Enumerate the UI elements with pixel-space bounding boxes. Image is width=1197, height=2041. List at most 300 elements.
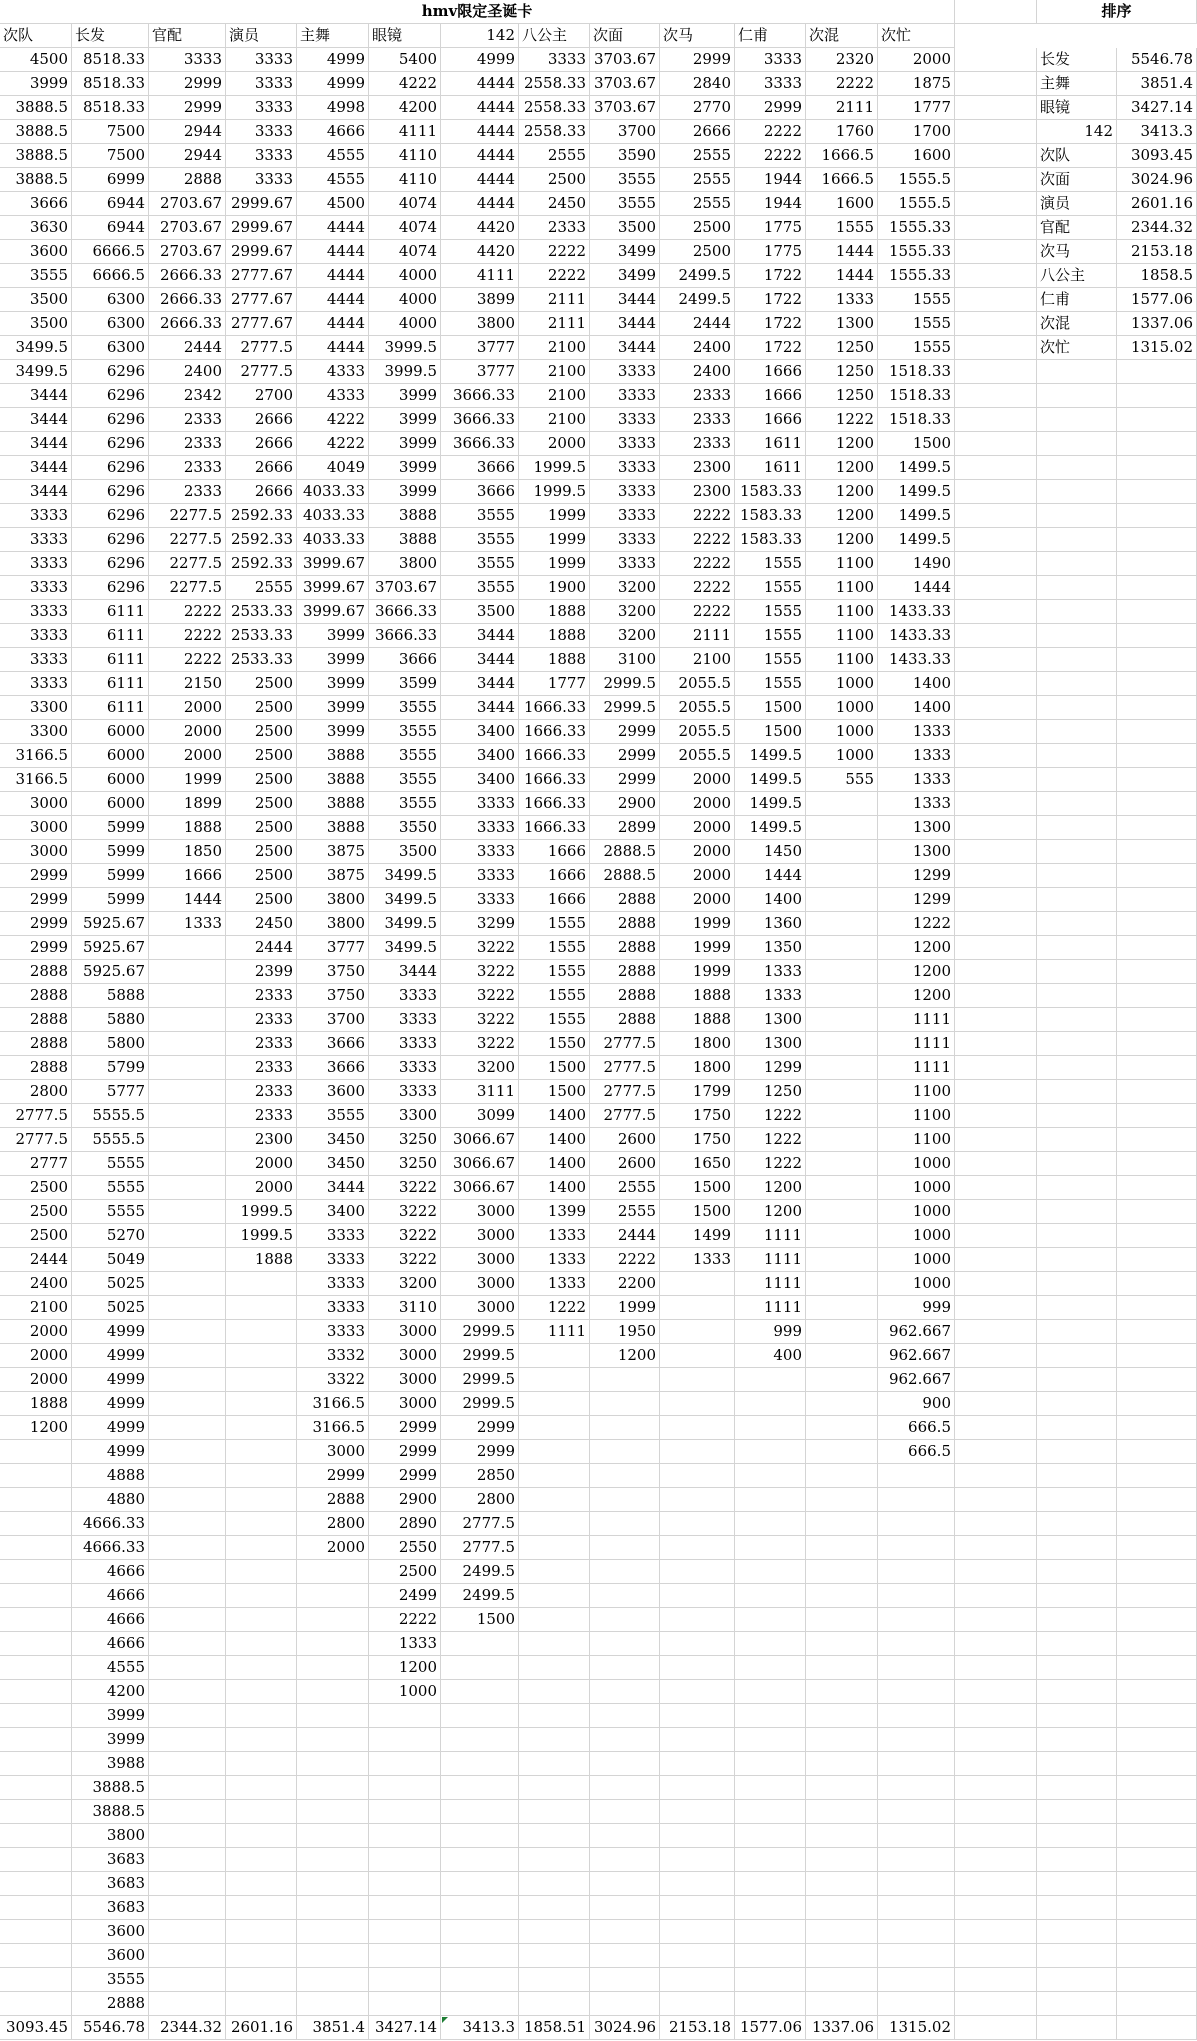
empty-cell[interactable] <box>149 1344 226 1368</box>
data-cell[interactable]: 2777.5 <box>590 1056 660 1080</box>
data-cell[interactable]: 2999 <box>590 720 660 744</box>
empty-cell[interactable] <box>806 816 878 840</box>
data-cell[interactable]: 2000 <box>0 1320 72 1344</box>
empty-cell[interactable] <box>519 1464 590 1488</box>
empty-cell[interactable] <box>226 1368 297 1392</box>
empty-cell[interactable] <box>441 1656 519 1680</box>
empty-cell[interactable] <box>297 1848 369 1872</box>
data-cell[interactable]: 6296 <box>72 360 149 384</box>
data-cell[interactable]: 1600 <box>806 192 878 216</box>
data-cell[interactable]: 2999.5 <box>590 672 660 696</box>
data-cell[interactable]: 4074 <box>369 192 441 216</box>
data-cell[interactable]: 3888.5 <box>0 96 72 120</box>
data-cell[interactable]: 2333 <box>149 432 226 456</box>
data-cell[interactable]: 3666.33 <box>369 600 441 624</box>
empty-cell[interactable] <box>149 1248 226 1272</box>
data-cell[interactable]: 999 <box>735 1320 806 1344</box>
data-cell[interactable]: 3666.33 <box>441 384 519 408</box>
empty-cell[interactable] <box>1037 504 1117 528</box>
data-cell[interactable]: 1333 <box>735 984 806 1008</box>
data-cell[interactable]: 3222 <box>441 960 519 984</box>
data-cell[interactable]: 1000 <box>878 1200 955 1224</box>
data-cell[interactable]: 3444 <box>441 624 519 648</box>
average-cell[interactable]: 1577.06 <box>735 2016 806 2040</box>
empty-cell[interactable] <box>1037 1944 1117 1968</box>
empty-cell[interactable] <box>1037 1440 1117 1464</box>
data-cell[interactable]: 5999 <box>72 864 149 888</box>
empty-cell[interactable] <box>955 336 1037 360</box>
data-cell[interactable]: 3888 <box>369 528 441 552</box>
empty-cell[interactable] <box>735 1776 806 1800</box>
empty-cell[interactable] <box>297 1776 369 1800</box>
data-cell[interactable]: 3333 <box>226 120 297 144</box>
data-cell[interactable]: 2800 <box>441 1488 519 1512</box>
empty-cell[interactable] <box>226 1728 297 1752</box>
empty-cell[interactable] <box>1037 384 1117 408</box>
empty-cell[interactable] <box>519 1872 590 1896</box>
empty-cell[interactable] <box>735 1560 806 1584</box>
data-cell[interactable]: 2150 <box>149 672 226 696</box>
empty-cell[interactable] <box>878 1632 955 1656</box>
empty-cell[interactable] <box>519 1536 590 1560</box>
data-cell[interactable]: 1433.33 <box>878 624 955 648</box>
empty-cell[interactable] <box>1117 1992 1197 2016</box>
data-cell[interactable]: 2777.67 <box>226 312 297 336</box>
data-cell[interactable]: 1000 <box>878 1248 955 1272</box>
data-cell[interactable]: 4444 <box>297 312 369 336</box>
data-cell[interactable]: 2400 <box>660 336 735 360</box>
data-cell[interactable]: 4222 <box>297 408 369 432</box>
empty-cell[interactable] <box>1037 1512 1117 1536</box>
data-cell[interactable]: 1100 <box>878 1080 955 1104</box>
data-cell[interactable]: 3999 <box>0 72 72 96</box>
empty-cell[interactable] <box>441 1968 519 1992</box>
data-cell[interactable]: 1650 <box>660 1152 735 1176</box>
data-cell[interactable]: 3750 <box>297 960 369 984</box>
empty-cell[interactable] <box>735 1848 806 1872</box>
empty-cell[interactable] <box>1117 1944 1197 1968</box>
empty-cell[interactable] <box>1037 1416 1117 1440</box>
data-cell[interactable]: 3555 <box>369 792 441 816</box>
empty-cell[interactable] <box>806 1608 878 1632</box>
empty-cell[interactable] <box>806 1968 878 1992</box>
data-cell[interactable]: 4555 <box>72 1656 149 1680</box>
empty-cell[interactable] <box>806 1416 878 1440</box>
data-cell[interactable]: 2333 <box>149 456 226 480</box>
empty-cell[interactable] <box>955 384 1037 408</box>
empty-cell[interactable] <box>226 1680 297 1704</box>
data-cell[interactable]: 1433.33 <box>878 648 955 672</box>
data-cell[interactable]: 2999 <box>0 912 72 936</box>
data-cell[interactable]: 3499.5 <box>0 360 72 384</box>
empty-cell[interactable] <box>660 1344 735 1368</box>
empty-cell[interactable] <box>297 1728 369 1752</box>
data-cell[interactable]: 2100 <box>0 1296 72 1320</box>
empty-cell[interactable] <box>955 1416 1037 1440</box>
empty-cell[interactable] <box>590 1944 660 1968</box>
empty-cell[interactable] <box>955 1320 1037 1344</box>
empty-cell[interactable] <box>878 1512 955 1536</box>
empty-cell[interactable] <box>1117 1008 1197 1032</box>
empty-cell[interactable] <box>806 912 878 936</box>
data-cell[interactable]: 3875 <box>297 864 369 888</box>
data-cell[interactable]: 2500 <box>660 216 735 240</box>
empty-cell[interactable] <box>955 744 1037 768</box>
data-cell[interactable]: 2333 <box>226 984 297 1008</box>
data-cell[interactable]: 3555 <box>369 744 441 768</box>
empty-cell[interactable] <box>1037 1896 1117 1920</box>
empty-cell[interactable] <box>660 1896 735 1920</box>
data-cell[interactable]: 2555 <box>660 168 735 192</box>
data-cell[interactable]: 1333 <box>519 1248 590 1272</box>
data-cell[interactable]: 962.667 <box>878 1368 955 1392</box>
data-cell[interactable]: 2222 <box>149 624 226 648</box>
data-cell[interactable]: 3666 <box>441 480 519 504</box>
data-cell[interactable]: 2888 <box>0 1008 72 1032</box>
data-cell[interactable]: 1888 <box>0 1392 72 1416</box>
data-cell[interactable]: 5025 <box>72 1272 149 1296</box>
data-cell[interactable]: 3333 <box>297 1272 369 1296</box>
empty-cell[interactable] <box>149 1272 226 1296</box>
data-cell[interactable]: 3499 <box>590 240 660 264</box>
data-cell[interactable]: 4222 <box>297 432 369 456</box>
empty-cell[interactable] <box>297 1680 369 1704</box>
empty-cell[interactable] <box>955 72 1037 96</box>
data-cell[interactable]: 1555.5 <box>878 168 955 192</box>
empty-cell[interactable] <box>1117 1488 1197 1512</box>
average-cell[interactable]: 3413.3 <box>441 2016 519 2040</box>
empty-cell[interactable] <box>519 1752 590 1776</box>
empty-cell[interactable] <box>806 1848 878 1872</box>
empty-cell[interactable] <box>369 1800 441 1824</box>
data-cell[interactable]: 2600 <box>590 1128 660 1152</box>
empty-cell[interactable] <box>590 1680 660 1704</box>
empty-cell[interactable] <box>226 1824 297 1848</box>
empty-cell[interactable] <box>519 1416 590 1440</box>
data-cell[interactable]: 3200 <box>590 576 660 600</box>
empty-cell[interactable] <box>1117 696 1197 720</box>
empty-cell[interactable] <box>735 1584 806 1608</box>
empty-cell[interactable] <box>149 1560 226 1584</box>
empty-cell[interactable] <box>1117 1104 1197 1128</box>
data-cell[interactable]: 2888 <box>0 1032 72 1056</box>
data-cell[interactable]: 1555.33 <box>878 264 955 288</box>
average-cell[interactable]: 1337.06 <box>806 2016 878 2040</box>
empty-cell[interactable] <box>806 1824 878 1848</box>
data-cell[interactable]: 1333 <box>519 1224 590 1248</box>
average-cell[interactable]: 3093.45 <box>0 2016 72 2040</box>
empty-cell[interactable] <box>1117 1224 1197 1248</box>
empty-cell[interactable] <box>369 1752 441 1776</box>
data-cell[interactable]: 4998 <box>297 96 369 120</box>
data-cell[interactable]: 1100 <box>806 552 878 576</box>
empty-cell[interactable] <box>149 984 226 1008</box>
data-cell[interactable]: 3333 <box>149 48 226 72</box>
empty-cell[interactable] <box>1117 768 1197 792</box>
data-cell[interactable]: 3600 <box>0 240 72 264</box>
data-cell[interactable]: 3166.5 <box>0 744 72 768</box>
data-cell[interactable]: 3500 <box>441 600 519 624</box>
data-cell[interactable]: 3333 <box>441 888 519 912</box>
data-cell[interactable]: 8518.33 <box>72 48 149 72</box>
empty-cell[interactable] <box>519 1488 590 1512</box>
empty-cell[interactable] <box>955 960 1037 984</box>
empty-cell[interactable] <box>1037 672 1117 696</box>
data-cell[interactable]: 1999.5 <box>519 480 590 504</box>
data-cell[interactable]: 3333 <box>297 1248 369 1272</box>
data-cell[interactable]: 3999.67 <box>297 600 369 624</box>
data-cell[interactable]: 3333 <box>735 48 806 72</box>
data-cell[interactable]: 1999 <box>660 960 735 984</box>
empty-cell[interactable] <box>590 1752 660 1776</box>
empty-cell[interactable] <box>806 1872 878 1896</box>
data-cell[interactable]: 3299 <box>441 912 519 936</box>
empty-cell[interactable] <box>806 1512 878 1536</box>
data-cell[interactable]: 1500 <box>519 1080 590 1104</box>
empty-cell[interactable] <box>1117 744 1197 768</box>
data-cell[interactable]: 5555.5 <box>72 1128 149 1152</box>
data-cell[interactable]: 1300 <box>878 840 955 864</box>
empty-cell[interactable] <box>806 1752 878 1776</box>
data-cell[interactable]: 2800 <box>0 1080 72 1104</box>
data-cell[interactable]: 2000 <box>519 432 590 456</box>
empty-cell[interactable] <box>590 1728 660 1752</box>
empty-cell[interactable] <box>806 1104 878 1128</box>
ranking-value-cell[interactable]: 3851.4 <box>1117 72 1197 96</box>
data-cell[interactable]: 1900 <box>519 576 590 600</box>
empty-cell[interactable] <box>955 792 1037 816</box>
data-cell[interactable]: 3222 <box>369 1248 441 1272</box>
empty-cell[interactable] <box>149 960 226 984</box>
ranking-name-cell[interactable]: 次队 <box>1037 144 1117 168</box>
data-cell[interactable]: 3555 <box>441 528 519 552</box>
empty-cell[interactable] <box>226 1608 297 1632</box>
data-cell[interactable]: 2450 <box>519 192 590 216</box>
data-cell[interactable]: 2333 <box>660 384 735 408</box>
empty-cell[interactable] <box>955 1296 1037 1320</box>
data-cell[interactable]: 1944 <box>735 168 806 192</box>
data-cell[interactable]: 3999 <box>369 432 441 456</box>
data-cell[interactable]: 1250 <box>806 384 878 408</box>
data-cell[interactable]: 1666.33 <box>519 792 590 816</box>
data-cell[interactable]: 1100 <box>806 600 878 624</box>
data-cell[interactable]: 1555 <box>878 288 955 312</box>
data-cell[interactable]: 1000 <box>878 1224 955 1248</box>
data-cell[interactable]: 2000 <box>660 816 735 840</box>
data-cell[interactable]: 1500 <box>878 432 955 456</box>
data-cell[interactable]: 3400 <box>441 720 519 744</box>
empty-cell[interactable] <box>1117 1896 1197 1920</box>
empty-cell[interactable] <box>149 1152 226 1176</box>
empty-cell[interactable] <box>806 864 878 888</box>
data-cell[interactable]: 3166.5 <box>0 768 72 792</box>
data-cell[interactable]: 1722 <box>735 264 806 288</box>
empty-cell[interactable] <box>590 1608 660 1632</box>
empty-cell[interactable] <box>1037 888 1117 912</box>
data-cell[interactable]: 3499.5 <box>0 336 72 360</box>
data-cell[interactable]: 4666 <box>72 1632 149 1656</box>
empty-cell[interactable] <box>297 1656 369 1680</box>
data-cell[interactable]: 4444 <box>297 240 369 264</box>
data-cell[interactable]: 6296 <box>72 408 149 432</box>
data-cell[interactable]: 1499.5 <box>878 528 955 552</box>
data-cell[interactable]: 2840 <box>660 72 735 96</box>
data-cell[interactable]: 1583.33 <box>735 480 806 504</box>
empty-cell[interactable] <box>441 1896 519 1920</box>
data-cell[interactable]: 2500 <box>0 1224 72 1248</box>
data-cell[interactable]: 3444 <box>0 408 72 432</box>
empty-cell[interactable] <box>149 1392 226 1416</box>
data-cell[interactable]: 3500 <box>0 312 72 336</box>
empty-cell[interactable] <box>955 1008 1037 1032</box>
data-cell[interactable]: 3555 <box>590 192 660 216</box>
data-cell[interactable]: 2500 <box>226 864 297 888</box>
empty-cell[interactable] <box>1037 1848 1117 1872</box>
data-cell[interactable]: 5925.67 <box>72 936 149 960</box>
empty-cell[interactable] <box>149 1440 226 1464</box>
data-cell[interactable]: 2333 <box>226 1104 297 1128</box>
data-cell[interactable]: 4666 <box>72 1608 149 1632</box>
data-cell[interactable]: 1750 <box>660 1104 735 1128</box>
data-cell[interactable]: 1850 <box>149 840 226 864</box>
data-cell[interactable]: 3555 <box>297 1104 369 1128</box>
data-cell[interactable]: 3444 <box>297 1176 369 1200</box>
data-cell[interactable]: 1444 <box>806 264 878 288</box>
empty-cell[interactable] <box>878 1704 955 1728</box>
data-cell[interactable]: 2500 <box>369 1560 441 1584</box>
data-cell[interactable]: 2100 <box>519 384 590 408</box>
empty-cell[interactable] <box>149 1752 226 1776</box>
data-cell[interactable]: 2399 <box>226 960 297 984</box>
data-cell[interactable]: 2100 <box>519 336 590 360</box>
data-cell[interactable]: 2888 <box>590 1008 660 1032</box>
empty-cell[interactable] <box>297 1872 369 1896</box>
data-cell[interactable]: 3222 <box>441 984 519 1008</box>
data-cell[interactable]: 2444 <box>660 312 735 336</box>
data-cell[interactable]: 5999 <box>72 816 149 840</box>
data-cell[interactable]: 2777.67 <box>226 288 297 312</box>
data-cell[interactable]: 2000 <box>660 888 735 912</box>
data-cell[interactable]: 3800 <box>297 912 369 936</box>
data-cell[interactable]: 5888 <box>72 984 149 1008</box>
empty-cell[interactable] <box>806 1392 878 1416</box>
empty-cell[interactable] <box>519 1992 590 2016</box>
empty-cell[interactable] <box>955 1176 1037 1200</box>
empty-cell[interactable] <box>806 1080 878 1104</box>
data-cell[interactable]: 3000 <box>369 1392 441 1416</box>
data-cell[interactable]: 3599 <box>369 672 441 696</box>
data-cell[interactable]: 2000 <box>660 840 735 864</box>
column-header[interactable]: 142 <box>441 24 519 48</box>
data-cell[interactable]: 2000 <box>149 744 226 768</box>
empty-cell[interactable] <box>1117 360 1197 384</box>
empty-cell[interactable] <box>590 1392 660 1416</box>
empty-cell[interactable] <box>955 1728 1037 1752</box>
empty-cell[interactable] <box>1117 2016 1197 2040</box>
data-cell[interactable]: 2500 <box>0 1176 72 1200</box>
empty-cell[interactable] <box>878 1944 955 1968</box>
column-header[interactable]: 眼镜 <box>369 24 441 48</box>
empty-cell[interactable] <box>955 1128 1037 1152</box>
empty-cell[interactable] <box>878 1848 955 1872</box>
empty-cell[interactable] <box>519 1512 590 1536</box>
data-cell[interactable]: 2999 <box>735 96 806 120</box>
empty-cell[interactable] <box>519 1728 590 1752</box>
data-cell[interactable]: 1555 <box>519 984 590 1008</box>
data-cell[interactable]: 2888 <box>590 960 660 984</box>
data-cell[interactable]: 1200 <box>878 984 955 1008</box>
data-cell[interactable]: 3450 <box>297 1128 369 1152</box>
data-cell[interactable]: 3100 <box>590 648 660 672</box>
data-cell[interactable]: 8518.33 <box>72 96 149 120</box>
data-cell[interactable]: 3333 <box>226 48 297 72</box>
empty-cell[interactable] <box>1117 1248 1197 1272</box>
data-cell[interactable]: 2555 <box>660 192 735 216</box>
data-cell[interactable]: 3800 <box>441 312 519 336</box>
empty-cell[interactable] <box>149 1584 226 1608</box>
empty-cell[interactable] <box>735 1992 806 2016</box>
empty-cell[interactable] <box>1117 1368 1197 1392</box>
data-cell[interactable]: 3333 <box>590 360 660 384</box>
empty-cell[interactable] <box>660 1512 735 1536</box>
data-cell[interactable]: 2499.5 <box>660 288 735 312</box>
data-cell[interactable]: 3333 <box>441 816 519 840</box>
empty-cell[interactable] <box>1117 936 1197 960</box>
empty-cell[interactable] <box>955 1440 1037 1464</box>
data-cell[interactable]: 3222 <box>441 1032 519 1056</box>
data-cell[interactable]: 2888 <box>149 168 226 192</box>
data-cell[interactable]: 3444 <box>590 336 660 360</box>
empty-cell[interactable] <box>955 768 1037 792</box>
empty-cell[interactable] <box>1117 1680 1197 1704</box>
data-cell[interactable]: 2999 <box>149 72 226 96</box>
data-cell[interactable]: 4666 <box>72 1560 149 1584</box>
empty-cell[interactable] <box>955 1032 1037 1056</box>
data-cell[interactable]: 3000 <box>441 1224 519 1248</box>
data-cell[interactable]: 5999 <box>72 888 149 912</box>
data-cell[interactable]: 2777.5 <box>226 360 297 384</box>
data-cell[interactable]: 2000 <box>149 696 226 720</box>
empty-cell[interactable] <box>149 1824 226 1848</box>
data-cell[interactable]: 3666 <box>441 456 519 480</box>
data-cell[interactable]: 6296 <box>72 384 149 408</box>
data-cell[interactable]: 1555 <box>735 600 806 624</box>
data-cell[interactable]: 3700 <box>590 120 660 144</box>
empty-cell[interactable] <box>590 1488 660 1512</box>
data-cell[interactable]: 3555 <box>441 552 519 576</box>
data-cell[interactable]: 3703.67 <box>590 72 660 96</box>
empty-cell[interactable] <box>955 888 1037 912</box>
data-cell[interactable]: 1944 <box>735 192 806 216</box>
data-cell[interactable]: 2999.5 <box>441 1392 519 1416</box>
data-cell[interactable]: 1555 <box>878 336 955 360</box>
average-cell[interactable]: 3024.96 <box>590 2016 660 2040</box>
data-cell[interactable]: 2558.33 <box>519 96 590 120</box>
data-cell[interactable]: 2333 <box>660 408 735 432</box>
empty-cell[interactable] <box>955 1224 1037 1248</box>
data-cell[interactable]: 4333 <box>297 384 369 408</box>
empty-cell[interactable] <box>226 1536 297 1560</box>
ranking-value-cell[interactable]: 2153.18 <box>1117 240 1197 264</box>
empty-cell[interactable] <box>297 1608 369 1632</box>
data-cell[interactable]: 1200 <box>806 456 878 480</box>
data-cell[interactable]: 2533.33 <box>226 624 297 648</box>
data-cell[interactable]: 1333 <box>660 1248 735 1272</box>
data-cell[interactable]: 3444 <box>369 960 441 984</box>
data-cell[interactable]: 2666.33 <box>149 264 226 288</box>
data-cell[interactable]: 2400 <box>149 360 226 384</box>
empty-cell[interactable] <box>955 936 1037 960</box>
